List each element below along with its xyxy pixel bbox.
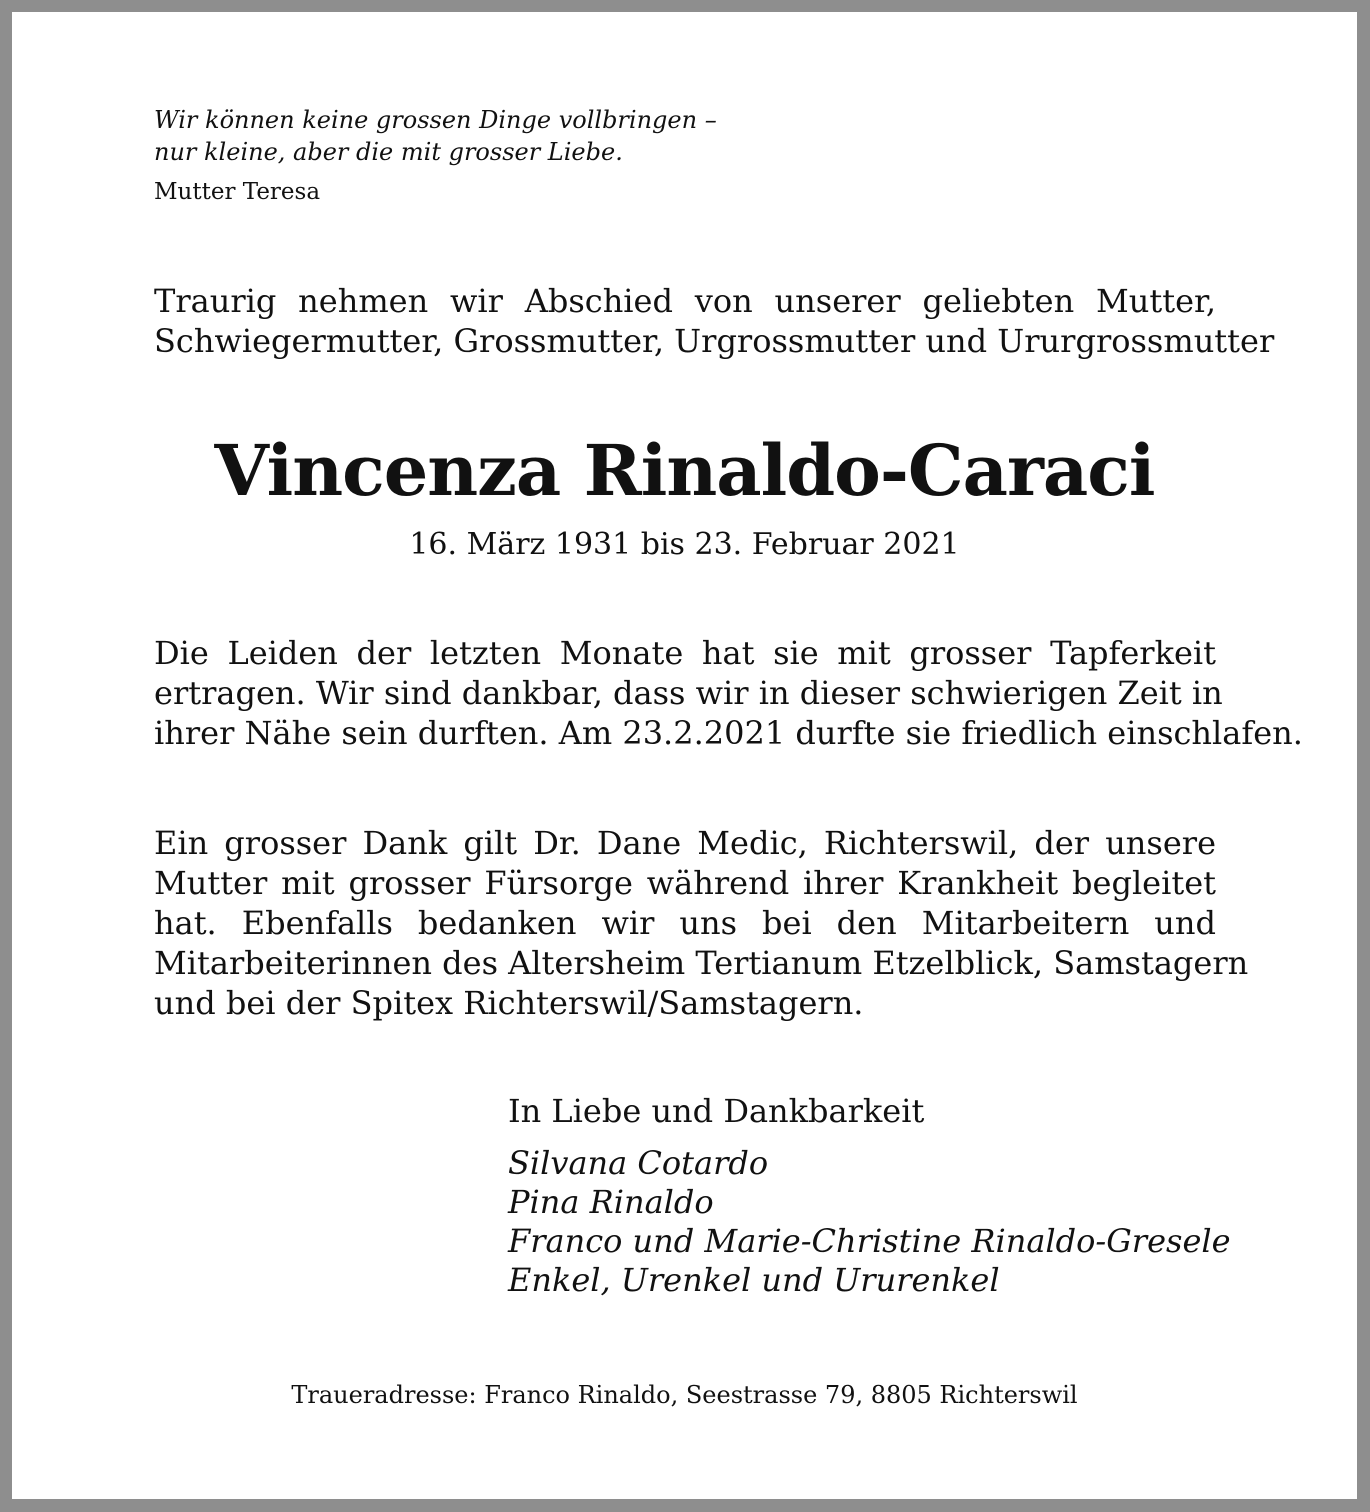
signer-name: Silvana Cotardo	[508, 1144, 769, 1182]
intro-line: Traurig nehmen wir Abschied von unserer geliebten Mutter,	[154, 282, 1216, 320]
paragraph-thanks	[154, 823, 1249, 1023]
motto-line: nur kleine, aber die mit grosser Liebe.	[154, 138, 623, 166]
signer-name: Pina Rinaldo	[508, 1183, 714, 1221]
paragraph-line: Ein grosser Dank gilt Dr. Dane Medic, Richterswil, der unsere	[154, 824, 1216, 862]
paragraph-suffering	[154, 633, 1303, 753]
signer-name: Franco und Marie-Christine Rinaldo-Gresele	[508, 1222, 1231, 1260]
paragraph-line: hat. Ebenfalls bedanken wir uns bei den Mitarbeitern und	[154, 904, 1216, 942]
obituary-notice	[12, 12, 1357, 1499]
intro-text	[154, 281, 1275, 361]
paragraph-line: Mitarbeiterinnen des Altersheim Tertianum Etzelblick, Samstagern	[154, 944, 1249, 982]
life-dates: 16. März 1931 bis 23. Februar 2021	[409, 527, 960, 562]
paragraph-line: Die Leiden der letzten Monate hat sie mit grosser Tapferkeit	[154, 634, 1216, 672]
motto-line: Wir können keine grossen Dinge vollbringen –	[154, 106, 717, 134]
paragraph-line: ihrer Nähe sein durften. Am 23.2.2021 durfte sie friedlich einschlafen.	[154, 714, 1303, 752]
paragraph-line: ertragen. Wir sind dankbar, dass wir in dieser schwierigen Zeit in	[154, 674, 1223, 712]
paragraph-line: und bei der Spitex Richterswil/Samstagern.	[154, 984, 864, 1022]
deceased-name: Vincenza Rinaldo-Caraci	[214, 429, 1155, 512]
signer-name: Enkel, Urenkel und Ururenkel	[508, 1261, 1000, 1299]
motto-author: Mutter Teresa	[154, 179, 321, 205]
intro-line: Schwiegermutter, Grossmutter, Urgrossmutter und Ururgrossmutter	[154, 322, 1275, 360]
paragraph-line: Mutter mit grosser Fürsorge während ihrer Krankheit begleitet	[154, 864, 1216, 902]
mourning-address: Traueradresse: Franco Rinaldo, Seestrasse 79, 8805 Richterswil	[291, 1381, 1078, 1409]
closing-greeting: In Liebe und Dankbarkeit	[508, 1092, 925, 1130]
